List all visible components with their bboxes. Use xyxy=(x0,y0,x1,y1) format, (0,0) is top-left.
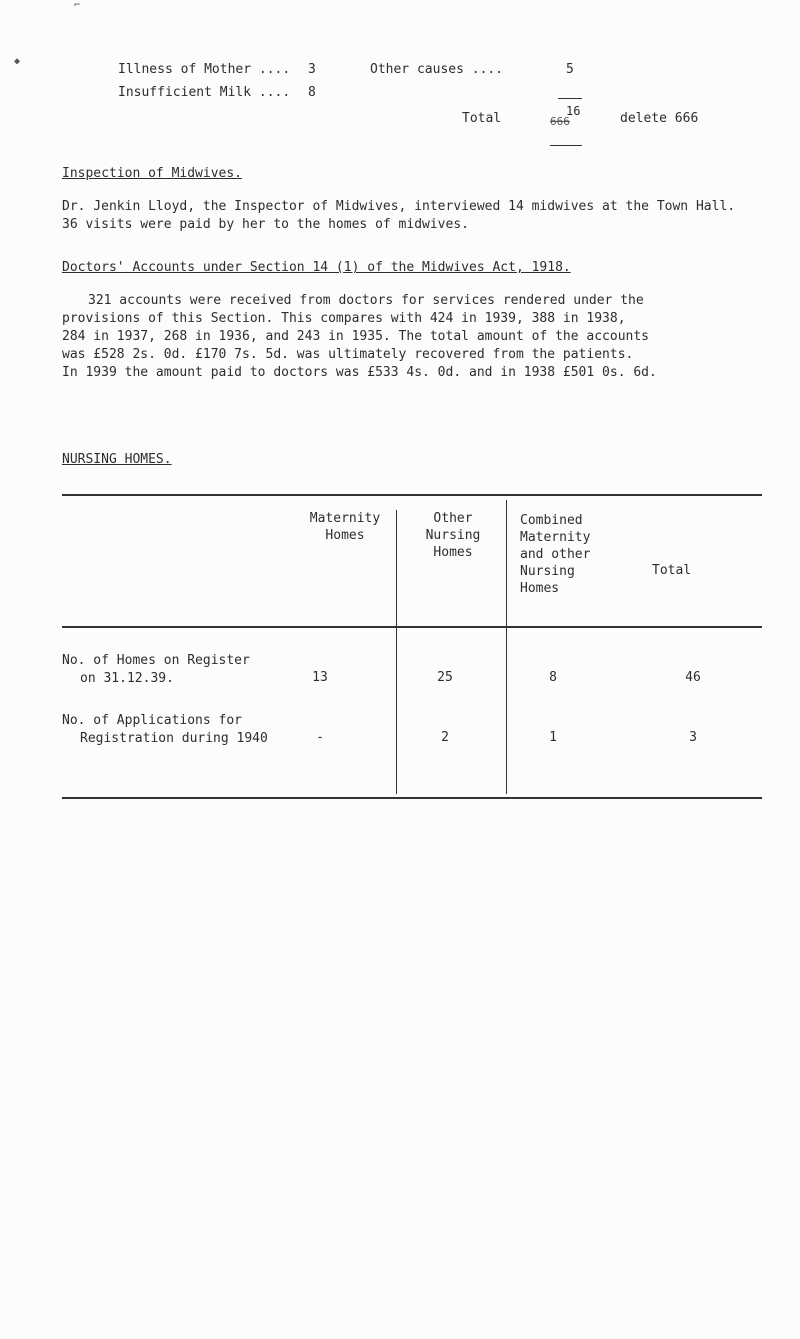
accounts-line-2: provisions of this Section. This compares with 424 in 1939, 388 in 1938, xyxy=(62,311,626,326)
illness-of-mother-label: Illness of Mother .... xyxy=(118,62,291,77)
total-rule xyxy=(550,145,582,146)
total-value: 16 xyxy=(566,104,581,118)
table-header-rule xyxy=(62,626,762,628)
header-other-nursing-homes: Other Nursing Homes xyxy=(425,511,481,560)
total-label: Total xyxy=(462,111,502,126)
accounts-heading: Doctors' Accounts under Section 14 (1) of the Midwives Act, 1918. xyxy=(62,260,571,275)
cell-total: 46 xyxy=(685,670,701,685)
insufficient-milk-label: Insufficient Milk .... xyxy=(118,85,291,100)
column-divider xyxy=(396,510,397,794)
cell-total: 3 xyxy=(689,730,697,745)
table-bottom-rule xyxy=(62,797,762,799)
table-top-rule xyxy=(62,494,762,496)
cell-other: 25 xyxy=(437,670,453,685)
accounts-line-4: was £528 2s. 0d. £170 7s. 5d. was ultimately recovered from the patients. xyxy=(62,347,634,362)
scan-mark: ⌐ xyxy=(74,0,81,11)
inspection-body: Dr. Jenkin Lloyd, the Inspector of Midwives, interviewed 14 midwives at the Town Hall. 36 visits were paid by her to the homes of midwives. xyxy=(62,199,736,232)
cell-combined: 8 xyxy=(549,670,557,685)
accounts-line-3: 284 in 1937, 268 in 1936, and 243 in 1935. The total amount of the accounts xyxy=(62,329,649,344)
inspection-heading: Inspection of Midwives. xyxy=(62,166,243,181)
scan-mark: ◆ xyxy=(14,56,21,67)
header-combined-homes: Combined Maternity and other Nursing Homes xyxy=(520,513,591,596)
header-total: Total xyxy=(652,563,692,578)
cell-other: 2 xyxy=(441,730,449,745)
delete-note: delete 666 xyxy=(620,111,699,126)
other-causes-label: Other causes .... xyxy=(370,62,504,77)
row-label: No. of Applications for Registration during 1940 xyxy=(62,713,268,746)
accounts-line-1: 321 accounts were received from doctors for services rendered under the xyxy=(88,293,644,308)
row-label: No. of Homes on Register on 31.12.39. xyxy=(62,653,250,686)
other-causes-value: 5 xyxy=(566,62,574,77)
cell-maternity: 13 xyxy=(312,670,328,685)
nursing-homes-heading: NURSING HOMES. xyxy=(62,452,172,467)
header-maternity-homes: Maternity Homes xyxy=(309,511,381,543)
cell-maternity: - xyxy=(316,730,324,745)
accounts-line-5: In 1939 the amount paid to doctors was £533 4s. 0d. and in 1938 £501 0s. 6d. xyxy=(62,365,657,380)
column-divider xyxy=(506,500,507,794)
cell-combined: 1 xyxy=(549,730,557,745)
insufficient-milk-value: 8 xyxy=(308,85,316,100)
sum-rule xyxy=(558,98,582,99)
illness-of-mother-value: 3 xyxy=(308,62,316,77)
struck-total: 666 xyxy=(550,115,570,128)
